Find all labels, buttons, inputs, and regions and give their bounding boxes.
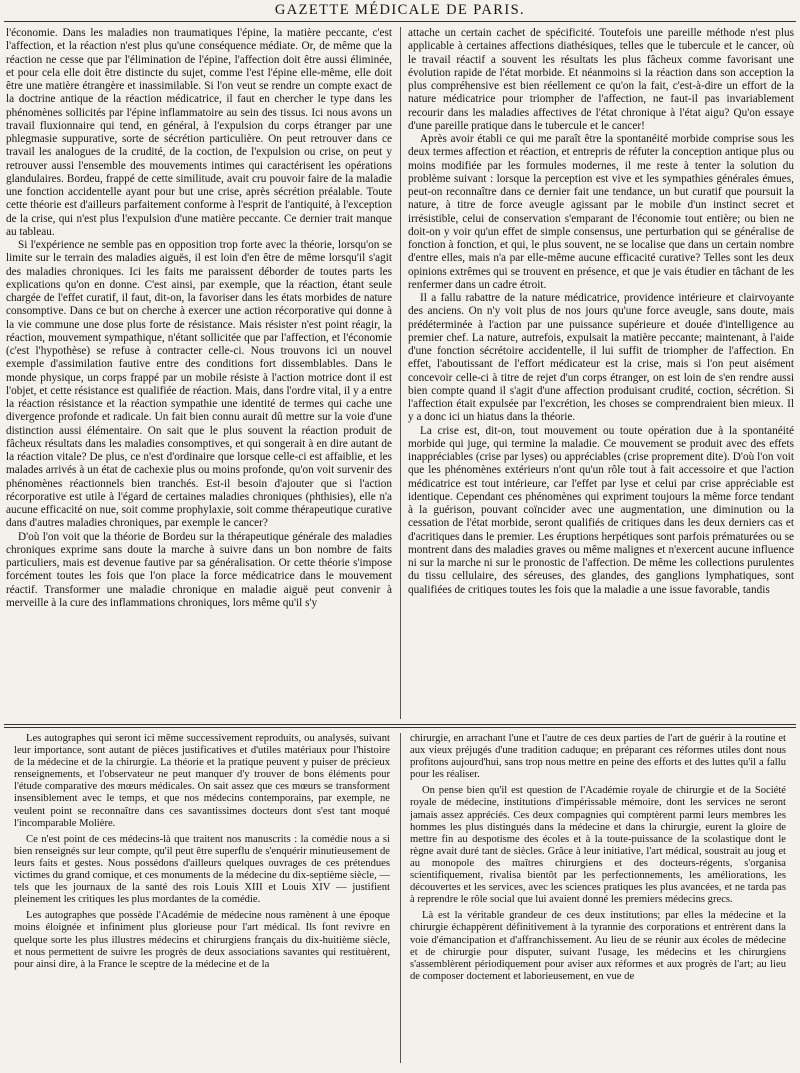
article-left-column (6, 27, 392, 719)
article-paragraph: D'où l'on voit que la théorie de Bordeu sur la thérapeutique générale des maladies chroniques exprime sans doute la marche à suivre dans un bon nombre de faits particuliers, mais est devenue fautive par sa généralisation. Or cette théorie s'impose forcément toutes les fois que l'on place la force médicatrice dans le mouvement réactif. Transformer une maladie chronique en maladie aiguë peut convenir à merveille à la cure des inflammations chroniques, lors même qu'il s'y (6, 530, 392, 609)
feuilleton-body (14, 733, 786, 1063)
header-rule (4, 21, 796, 22)
feuilleton-left-column (14, 733, 390, 1063)
feuilleton-paragraph: Les autographes que possède l'Académie de médecine nous ramènent à une époque moins éloignée et infiniment plus glorieuse pour l'art médical. Ils font revivre en quelque sorte les plus illustres médecins et chirurgiens français du dix-huitième siècle, et nous permettent de suivre les progrès de deux associations savantes qui restituèrent, pour ainsi dire, à la France le sceptre de la médecine et de la (14, 910, 390, 970)
journal-title: GAZETTE MÉDICALE DE PARIS. (274, 2, 526, 18)
article-paragraph: attache un certain cachet de spécificité. Toutefois une pareille méthode n'est plus applicable à certaines affections diathésiques, telles que le tubercule et le cancer, où le travail réactif a souvent les résultats les plus fâcheux comme favorisant une évolution rapide de l'état morbide. Et néanmoins si la réaction dans son acception la plus compréhensive est bien réellement ce qu'on la fait, c'est-à-dire un effort de la nature médicatrice pour triompher de l'affection, ne faut-il pas invariablement recourir dans les maladies affectives de l'état chronique à l'état aigu? Qu'on essaye d'une pareille pratique dans le tubercule et le cancer! (408, 27, 794, 132)
column-divider (400, 733, 401, 1063)
page-header (0, 0, 800, 27)
article-paragraph: Après avoir établi ce qui me paraît être la spontanéité morbide comprise sous les deux termes affection et réaction, et entrepris de réfuter la conception antique plus ou moins modifiée par les formules modernes, il me reste à tenter la solution du problème suivant : lorsque la perception est vive et les sympathies générales émues, peut-on reconnaître dans ce dernier fait une tendance, un but curatif que poursuit la nature, à titre de force aveugle agissant par le mobile d'un instinct secret et irrésistible, celui de conservation s'emparant de l'économie tout entière; ou bien ne doit-on y voir qu'un effet de simple consensus, une perturbation qui se généralise de fonction à fonction, et qui, le plus souvent, ne se localise que dans un certain nombre d'entre elles, mais n'a par elle-même aucune efficacité curative? Telles sont les deux opinions extrêmes qui se trouvent en présence, et que je vais étudier en tâchant de les renfermer dans un cadre étroit. (408, 133, 794, 291)
feuilleton-paragraph: Les autographes qui seront ici même successivement reproduits, ou analysés, suivant leur importance, sont autant de pièces justificatives et d'utiles matériaux pour l'histoire de la médecine et de la chirurgie. La théorie et la pratique peuvent y puiser de précieux renseignements, et l'observateur ne peut manquer d'y trouver de bons éléments pour l'étude comparative des mœurs médicales. On sait assez que ces mœurs se transforment insensiblement avec le temps, et que nos médecins contemporains, par exemple, ne veulent point se reconnaître dans ces savantissimes docteurs dont s'est tant moqué l'incomparable Molière. (14, 733, 390, 829)
article-paragraph: Il a fallu rabattre de la nature médicatrice, providence intérieure et clairvoyante des anciens. On n'y voit plus de nos jours qu'une force aveugle, sans doute, mais prédéterminée à l'action par une puissance supérieure et douée d'intelligence au premier chef. La nature, autrefois, expulsait la matière peccante; maintenant, à l'aide d'une fonction sécrétoire accidentelle, il lui suffit de triompher de l'affection. En effet, l'aboutissant de l'effort médicateur est la crise, mais si l'on peut aisément concevoir celle-ci à titre de rejet d'un corps étranger, on est loin de s'en rendre aussi bien compte quand il s'agit d'une affection produisant crudité, coction, sécrétion. Si l'affection était expulsée par l'excrétion, les choses se comprendraient bien mieux. Il y a donc ici un hiatus dans la théorie. (408, 292, 794, 424)
feuilleton-right-column (410, 733, 786, 1063)
feuilleton-paragraph: Là est la véritable grandeur de ces deux institutions; par elles la médecine et la chirurgie échappèrent définitivement à la tyrannie des corporations et entrèrent dans la voie d'émancipation et d'affranchissement. Au lieu de se réunir aux écoles de médecine et de chirurgie pour disputer, suivant l'usage, les médecins et les chirurgiens s'assemblèrent périodiquement pour aviser aux réformes et aux progrès de l'art; au lieu de composer doctement et laborieusement, en vue de (410, 910, 786, 982)
article-paragraph: La crise est, dit-on, tout mouvement ou toute opération due à la spontanéité morbide qui juge, qui termine la maladie. Ce mouvement se produit avec des effets inappréciables (crise par lyses) ou appréciables (crise proprement dite). D'où l'on voit que les phénomènes extérieurs n'ont qu'un rôle tout à fait accessoire et que l'action médicatrice est tout intérieure, car l'effet par lyse et celui par crise appréciable est identique. Cependant ces phénomènes qui expriment toujours la même force tendant à la guérison, pouvant coïncider avec une augmentation, une diminution ou la cessation de l'état morbide, seront qualifiés de critiques dans les deux derniers cas et d'acritiques dans le premier. Les éruptions herpétiques sont parfois prématurées ou se montrent dans des maladies graves ou même malignes et n'exercent aucune influence ni sur la marche ni sur le pronostic de l'affection. De même les collections purulentes du tissu cellulaire, des séreuses, des glandes, des ganglions lymphatiques, sont qualifiées de critiques toutes les fois que la maladie a une issue favorable, tandis (408, 424, 794, 596)
feuilleton-rule-secondary (4, 727, 796, 728)
article-body (6, 27, 794, 719)
feuilleton-paragraph: On pense bien qu'il est question de l'Académie royale de chirurgie et de la Société royale de médecine, institutions d'impérissable mémoire, dont les services ne seront jamais assez appréciés. Ces deux compagnies qui comptèrent parmi leurs membres les hommes les plus distingués dans la médecine et dans la chirurgie, eurent la gloire de mettre fin au despotisme des écoles et à la toute-puissance de la scolastique dont le règne avait duré tant de siècles. Grâce à leur initiative, l'art médical, soustrait au joug et au monopole des maîtres chirurgiens et des docteurs-régents, s'organisa scientifiquement, rivalisa bientôt par les perfectionnements, les améliorations, les découvertes et les services, avec les sciences pratiques les plus avancées, et ne tarda pas à reprendre le rôle social que lui avaient donné les premiers médecins grecs. (410, 785, 786, 906)
column-divider (400, 27, 401, 719)
feuilleton-rule (4, 724, 796, 725)
feuilleton-paragraph: Ce n'est point de ces médecins-là que traitent nos manuscrits : la comédie nous a si bien renseignés sur leur compte, qu'il peut être superflu de s'enquérir minutieusement de leurs faits et gestes. Nous possédons d'ailleurs quelques ouvrages de ces prétendues victimes du grand comique, et ces monuments de la médecine du dix-septième siècle, — tels que les journaux de la santé des rois Louis XIII et Louis XIV — justifient pleinement les critiques les plus mordantes de la comédie. (14, 833, 390, 906)
feuilleton-paragraph: chirurgie, en arrachant l'une et l'autre de ces deux parties de l'art de guérir à la routine et aux vieux préjugés d'une tradition caduque; en préparant ces réformes utiles dont nous profitons aujourd'hui, sans trop nous mettre en peine des efforts et des luttes qu'il a fallu pour les réaliser. (410, 733, 786, 781)
article-paragraph: l'économie. Dans les maladies non traumatiques l'épine, la matière peccante, c'est l'affection, et la réaction n'est plus qu'une conséquence médiate. Or, de même que la réaction ne cesse que par l'élimination de l'épine, l'affection doit être aussi éliminée, et pour cela elle doit être distincte du sujet, comme l'est l'épine elle-même, elle doit être une matière étrangère et inassimilable. Si l'on veut se rendre un compte exact de la doctrine antique de la réaction médicatrice, il faut en chercher le type dans les phénomènes sollicités par l'épine inflammatoire au sein des tissus. Ici nous avons un travail fluxionnaire qui tend, en général, à l'expulsion du corps étranger par une phlegmasie suppurative, sorte de sécrétion particulière. On peut retrouver dans ce travail les analogues de la crudité, de la coction, de l'expulsion ou crise, on peut y retrouver aussi l'ensemble des mouvements intimes qui caractérisent les opérations glandulaires. Bordeu, frappé de cette similitude, avait cru pouvoir faire de la maladie une fonction accidentelle ayant pour but une crise, après sécrétion préalable. Toute cette théorie est d'ailleurs parfaitement conforme à l'esprit de l'antiquité, à l'exception de la crise, qui n'est plus l'expulsion d'une matière peccante. Ce dernier trait manque au tableau. (6, 27, 392, 238)
article-right-column (408, 27, 794, 719)
article-paragraph: Si l'expérience ne semble pas en opposition trop forte avec la théorie, lorsqu'on se limite sur le terrain des maladies aiguës, il est loin d'en être de même lorsqu'il s'agit des maladies chroniques. Ici les faits me paraissent déborder de toutes parts les explications qu'on en donne. C'est ainsi, par exemple, que la réaction, étant seule chargée de l'effet curatif, il faut, dit-on, la favoriser dans les états morbides de nature consomptive. Dans ce but on cherche à exercer une action récorporative qui donne à la vie commune une dose plus forte de résistance. Mais résister n'est point réagir, la réaction, mouvement sympathique, n'étant sollicitée que par l'affection, et l'économie (c'est l'hypothèse) se refuse à contracter celle-ci. Nous trouvons ici un nouvel exemple d'assimilation fautive entre des conditions fort dissemblables. Dans le monde physique, un corps frappé par un mobile résiste à l'action motrice dont il est l'objet, et cette résistance est qualifiée de réaction. Mais, dans l'ordre vital, il y a entre la réaction résistance et la réaction sympathie une identité de termes qui cache une divergence profonde et radicale. Un fait bien connu aurait dû mettre sur la voie d'une distinction aussi élémentaire. On sait que le plus souvent la réaction produit de fâcheux résultats dans les maladies consomptives, et qui songerait à en dire autant de la réaction vitale? De plus, ce n'est d'ordinaire que lorsque celle-ci est affaiblie, et les malades arrivés à un état de cachexie plus ou moins profonde, qu'on voit survenir des phénomènes réactionnels bien tranchés. Est-il besoin d'ajouter que si l'action récorporative est utile à l'égard de certaines maladies chroniques (phthisies), elle n'a aucune efficacité on nue, soit comme prophylaxie, soit comme thérapeutique curative dans d'autres maladies chroniques, par exemple le cancer? (6, 239, 392, 530)
